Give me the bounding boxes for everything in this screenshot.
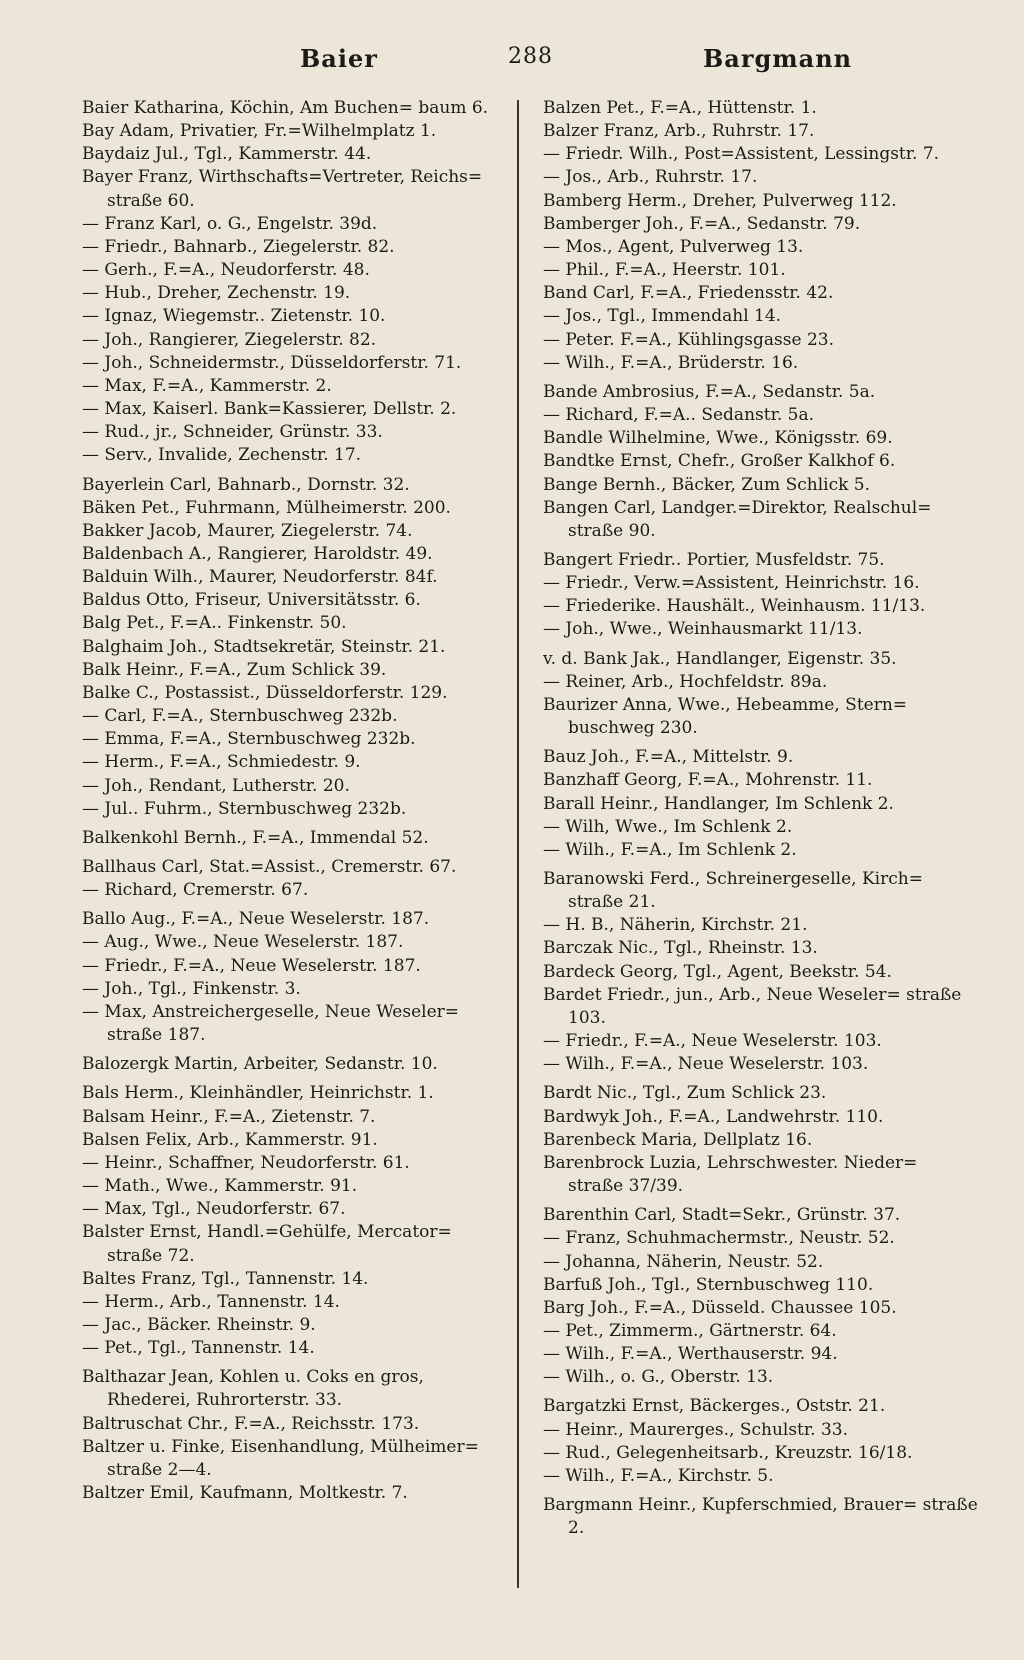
- directory-entry: Bamberger Joh., F.=A., Sedanstr. 79.: [543, 213, 861, 234]
- directory-entry: — Wilh., o. G., Oberstr. 13.: [543, 1367, 774, 1388]
- directory-entry: — Joh., Schneidermstr., Düsseldorferstr. 71.: [82, 352, 462, 373]
- directory-entry: Barczak Nic., Tgl., Rheinstr. 13.: [543, 938, 818, 959]
- directory-entry: — Wilh., F.=A., Im Schlenk 2.: [543, 839, 797, 860]
- directory-entry: — Johanna, Näherin, Neustr. 52.: [543, 1251, 824, 1272]
- left-column: [82, 97, 507, 1505]
- directory-entry: Balsam Heinr., F.=A., Zietenstr. 7.: [82, 1106, 376, 1127]
- directory-entry: Bamberg Herm., Dreher, Pulverweg 112.: [543, 190, 897, 211]
- directory-entry: Bandle Wilhelmine, Wwe., Königsstr. 69.: [543, 428, 893, 449]
- directory-entry: Bande Ambrosius, F.=A., Sedanstr. 5a.: [543, 381, 876, 402]
- directory-entry: Baranowski Ferd., Schreinergeselle, Kirch= straße 21.: [543, 869, 923, 913]
- directory-entry: — Heinr., Schaffner, Neudorferstr. 61.: [82, 1152, 410, 1173]
- directory-entry: — Rud., Gelegenheitsarb., Kreuzstr. 16/18.: [543, 1442, 913, 1463]
- directory-entry: Baldus Otto, Friseur, Universitätsstr. 6.: [82, 590, 421, 611]
- directory-entry: — Jac., Bäcker. Rheinstr. 9.: [82, 1314, 316, 1335]
- directory-entry: — Serv., Invalide, Zechenstr. 17.: [82, 445, 362, 466]
- header-right-keyword: Bargmann: [703, 44, 853, 73]
- directory-entry: — Max, Kaiserl. Bank=Kassierer, Dellstr. 2.: [82, 399, 457, 420]
- directory-entry: Balthazar Jean, Kohlen u. Coks en gros, Rhederei, Ruhrorterstr. 33.: [82, 1367, 424, 1411]
- directory-entry: Bayer Franz, Wirthschafts=Vertreter, Reichs= straße 60.: [82, 167, 483, 211]
- directory-entry: Band Carl, F.=A., Friedensstr. 42.: [543, 283, 834, 304]
- directory-entry: — Pet., Zimmerm., Gärtnerstr. 64.: [543, 1320, 837, 1341]
- directory-entry: — Jul.. Fuhrm., Sternbuschweg 232b.: [82, 798, 407, 819]
- directory-entry: — Reiner, Arb., Hochfeldstr. 89a.: [543, 671, 828, 692]
- directory-entry: — Friedr., Bahnarb., Ziegelerstr. 82.: [82, 236, 395, 257]
- directory-entry: Balg Pet., F.=A.. Finkenstr. 50.: [82, 613, 347, 634]
- directory-entry: Balsen Felix, Arb., Kammerstr. 91.: [82, 1129, 378, 1150]
- directory-entry: Bardet Friedr., jun., Arb., Neue Weseler= straße 103.: [543, 984, 962, 1028]
- directory-entry: Bals Herm., Kleinhändler, Heinrichstr. 1.: [82, 1083, 434, 1104]
- directory-entry: Balozergk Martin, Arbeiter, Sedanstr. 10.: [82, 1054, 438, 1075]
- directory-entry: Baltzer u. Finke, Eisenhandlung, Mülheimer= straße 2—4.: [82, 1436, 479, 1480]
- directory-entry: — Friedr., Verw.=Assistent, Heinrichstr. 16.: [543, 573, 920, 594]
- directory-entry: — Pet., Tgl., Tannenstr. 14.: [82, 1338, 315, 1359]
- directory-entry: — Jos., Tgl., Immendahl 14.: [543, 306, 782, 327]
- directory-entry: — Max, Tgl., Neudorferstr. 67.: [82, 1199, 346, 1220]
- directory-entry: Bardt Nic., Tgl., Zum Schlick 23.: [543, 1083, 827, 1104]
- directory-entry: Balkenkohl Bernh., F.=A., Immendal 52.: [82, 827, 429, 848]
- directory-entry: Baldenbach A., Rangierer, Haroldstr. 49.: [82, 543, 433, 564]
- directory-entry: — Heinr., Maurerges., Schulstr. 33.: [543, 1419, 848, 1440]
- directory-entry: — Mos., Agent, Pulverweg 13.: [543, 236, 804, 257]
- directory-entry: — Gerh., F.=A., Neudorferstr. 48.: [82, 260, 370, 281]
- directory-entry: Banzhaff Georg, F.=A., Mohrenstr. 11.: [543, 770, 873, 791]
- directory-entry: v. d. Bank Jak., Handlanger, Eigenstr. 35.: [543, 648, 897, 669]
- directory-entry: — H. B., Näherin, Kirchstr. 21.: [543, 915, 808, 936]
- directory-entry: Barg Joh., F.=A., Düsseld. Chaussee 105.: [543, 1297, 897, 1318]
- directory-entry: Barall Heinr., Handlanger, Im Schlenk 2.: [543, 793, 894, 814]
- header-left-keyword: Baier: [300, 44, 378, 73]
- directory-entry: — Franz, Schuhmachermstr., Neustr. 52.: [543, 1228, 895, 1249]
- directory-entry: — Friederike. Haushält., Weinhausm. 11/13.: [543, 596, 926, 617]
- directory-entry: Bandtke Ernst, Chefr., Großer Kalkhof 6.: [543, 451, 896, 472]
- directory-entry: — Jos., Arb., Ruhrstr. 17.: [543, 167, 758, 188]
- directory-entry: — Wilh., F.=A., Brüderstr. 16.: [543, 352, 799, 373]
- directory-entry: Barenbeck Maria, Dellplatz 16.: [543, 1129, 813, 1150]
- directory-entry: — Hub., Dreher, Zechenstr. 19.: [82, 283, 351, 304]
- directory-entry: — Friedr., F.=A., Neue Weselerstr. 103.: [543, 1031, 882, 1052]
- directory-entry: Barfuß Joh., Tgl., Sternbuschweg 110.: [543, 1274, 874, 1295]
- directory-entry: Bayerlein Carl, Bahnarb., Dornstr. 32.: [82, 474, 410, 495]
- directory-entry: Baltruschat Chr., F.=A., Reichsstr. 173.: [82, 1413, 420, 1434]
- page-number: 288: [508, 44, 553, 69]
- directory-entry: — Friedr. Wilh., Post=Assistent, Lessingstr. 7.: [543, 144, 940, 165]
- directory-entry: — Ignaz, Wiegemstr.. Zietenstr. 10.: [82, 306, 386, 327]
- directory-entry: Bay Adam, Privatier, Fr.=Wilhelmplatz 1.: [82, 121, 437, 142]
- directory-entry: — Peter. F.=A., Kühlingsgasse 23.: [543, 329, 835, 350]
- directory-entry: Bange Bernh., Bäcker, Zum Schlick 5.: [543, 474, 871, 495]
- directory-entry: Baydaiz Jul., Tgl., Kammerstr. 44.: [82, 144, 372, 165]
- directory-entry: Bangen Carl, Landger.=Direktor, Realschul= straße 90.: [543, 497, 932, 541]
- directory-entry: — Joh., Wwe., Weinhausmarkt 11/13.: [543, 619, 863, 640]
- directory-entry: — Joh., Rendant, Lutherstr. 20.: [82, 775, 350, 796]
- directory-entry: — Joh., Tgl., Finkenstr. 3.: [82, 978, 301, 999]
- directory-entry: Bauz Joh., F.=A., Mittelstr. 9.: [543, 747, 794, 768]
- column-divider: [517, 100, 519, 1588]
- directory-entry: Balzer Franz, Arb., Ruhrstr. 17.: [543, 121, 815, 142]
- directory-entry: — Emma, F.=A., Sternbuschweg 232b.: [82, 729, 416, 750]
- directory-entry: Baier Katharina, Köchin, Am Buchen= baum 6.: [82, 98, 489, 118]
- directory-entry: — Richard, F.=A.. Sedanstr. 5a.: [543, 405, 814, 426]
- directory-entry: Ballhaus Carl, Stat.=Assist., Cremerstr. 67.: [82, 857, 457, 877]
- directory-entry: — Friedr., F.=A., Neue Weselerstr. 187.: [82, 955, 421, 976]
- directory-entry: — Math., Wwe., Kammerstr. 91.: [82, 1176, 358, 1197]
- directory-entry: — Phil., F.=A., Heerstr. 101.: [543, 260, 786, 281]
- directory-entry: Balster Ernst, Handl.=Gehülfe, Mercator= straße 72.: [82, 1222, 452, 1266]
- directory-entry: Balduin Wilh., Maurer, Neudorferstr. 84f.: [82, 567, 438, 588]
- directory-entry: — Joh., Rangierer, Ziegelerstr. 82.: [82, 329, 377, 350]
- directory-entry: — Rud., jr., Schneider, Grünstr. 33.: [82, 422, 383, 443]
- directory-entry: — Herm., Arb., Tannenstr. 14.: [82, 1291, 340, 1312]
- directory-entry: Balke C., Postassist., Düsseldorferstr. 129.: [82, 682, 448, 703]
- directory-entry: — Max, F.=A., Kammerstr. 2.: [82, 375, 332, 396]
- directory-entry: Bäken Pet., Fuhrmann, Mülheimerstr. 200.: [82, 497, 451, 518]
- directory-entry: — Carl, F.=A., Sternbuschweg 232b.: [82, 706, 398, 727]
- directory-entry: Bangert Friedr.. Portier, Musfeldstr. 75.: [543, 549, 885, 570]
- directory-entry: Balghaim Joh., Stadtsekretär, Steinstr. 21.: [82, 636, 446, 657]
- directory-entry: Bardeck Georg, Tgl., Agent, Beekstr. 54.: [543, 961, 892, 982]
- directory-entry: — Wilh., F.=A., Werthauserstr. 94.: [543, 1344, 838, 1365]
- directory-entry: Bargmann Heinr., Kupferschmied, Brauer= straße 2.: [543, 1495, 978, 1539]
- directory-entry: — Wilh., F.=A., Kirchstr. 5.: [543, 1465, 774, 1486]
- right-column: [543, 97, 978, 1540]
- directory-entry: — Wilh., F.=A., Neue Weselerstr. 103.: [543, 1054, 869, 1075]
- directory-entry: Bakker Jacob, Maurer, Ziegelerstr. 74.: [82, 520, 413, 541]
- directory-entry: Baurizer Anna, Wwe., Hebeamme, Stern= buschweg 230.: [543, 694, 908, 739]
- directory-entry: Bardwyk Joh., F.=A., Landwehrstr. 110.: [543, 1106, 884, 1127]
- directory-entry: — Aug., Wwe., Neue Weselerstr. 187.: [82, 932, 404, 953]
- directory-entry: — Herm., F.=A., Schmiedestr. 9.: [82, 752, 361, 773]
- directory-entry: Barenthin Carl, Stadt=Sekr., Grünstr. 37.: [543, 1205, 901, 1226]
- directory-entry: Baltzer Emil, Kaufmann, Moltkestr. 7.: [82, 1483, 408, 1504]
- directory-entry: — Richard, Cremerstr. 67.: [82, 880, 309, 901]
- directory-entry: — Wilh, Wwe., Im Schlenk 2.: [543, 816, 793, 837]
- directory-entry: Barenbrock Luzia, Lehrschwester. Nieder= straße 37/39.: [543, 1152, 918, 1197]
- directory-entry: Ballo Aug., F.=A., Neue Weselerstr. 187.: [82, 909, 430, 930]
- directory-entry: Bargatzki Ernst, Bäckerges., Oststr. 21.: [543, 1396, 886, 1417]
- directory-entry: — Max, Anstreichergeselle, Neue Weseler= straße 187.: [82, 1001, 460, 1046]
- directory-entry: Balzen Pet., F.=A., Hüttenstr. 1.: [543, 98, 817, 118]
- directory-entry: — Franz Karl, o. G., Engelstr. 39d.: [82, 213, 378, 234]
- directory-entry: Baltes Franz, Tgl., Tannenstr. 14.: [82, 1268, 369, 1289]
- directory-entry: Balk Heinr., F.=A., Zum Schlick 39.: [82, 659, 387, 680]
